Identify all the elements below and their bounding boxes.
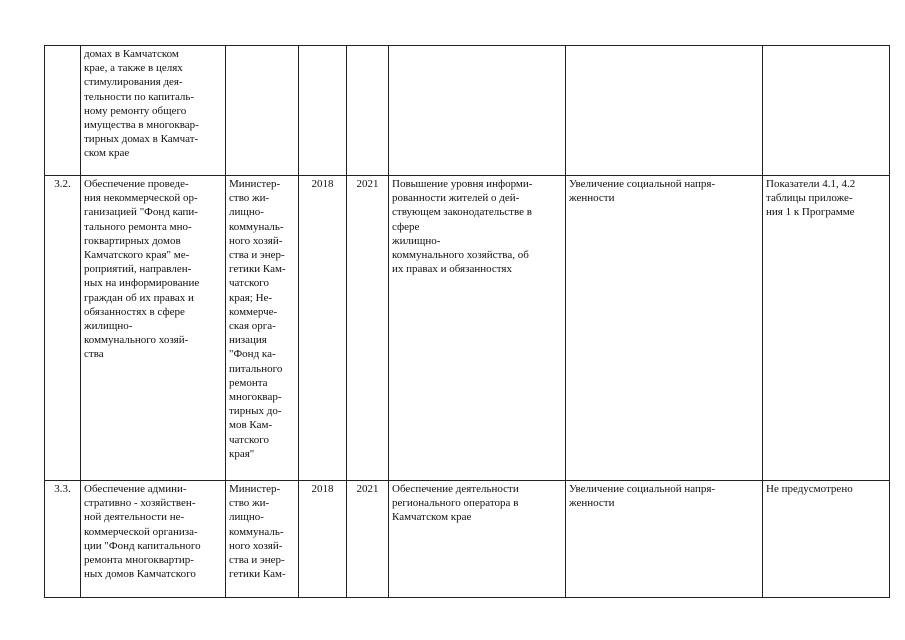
executor-cell xyxy=(226,46,299,176)
measure-cell xyxy=(81,481,226,598)
measure-text: домах в Камчатском крае, а также в целях стимулирования дея- тельности по капиталь- ному ремонту общего имущества в многоквар- тирных домах в Камчат- ском крае xyxy=(84,48,199,160)
indicator-link-text: Не предусмотрено xyxy=(766,483,853,495)
end-year-cell xyxy=(347,46,389,176)
indicator-link-cell xyxy=(763,176,890,481)
end-year-cell xyxy=(347,176,389,481)
row-number-cell xyxy=(45,176,81,481)
row-number: 3.2. xyxy=(54,178,71,190)
executor-text: Министер- ство жи- лищно- коммуналь- ного хозяй- ства и энер- гетики Кам- xyxy=(229,483,286,581)
expected-result-cell xyxy=(389,176,566,481)
measure-text: Обеспечение админи- стративно - хозяйствен- ной деятельности не- коммерческой организа- ции "Фонд капитального ремонта многоквартир- ных домов Камчатского xyxy=(84,483,201,581)
measure-cell xyxy=(81,46,226,176)
row-number-cell xyxy=(45,46,81,176)
consequence-cell xyxy=(566,176,763,481)
start-year-cell xyxy=(299,176,347,481)
start-year: 2018 xyxy=(311,178,334,190)
table-row xyxy=(45,46,890,176)
measure-text: Обеспечение проведе- ния некоммерческой ор- ганизацией "Фонд капи- тального ремонта мно- гоквартирных домов Камчатского края" ме- роприятий, направлен- ных на информирование граждан об их правах и обязанностях в сфере жилищно- коммунального хозяй- ства xyxy=(84,178,200,361)
end-year: 2021 xyxy=(356,483,379,495)
expected-result-text: Повышение уровня информи- рованности жителей о дей- ствующем законодательстве в сфере жилищно- коммунального хозяйства, об их правах и обязанностях xyxy=(392,178,533,276)
expected-result-text: Обеспечение деятельности регионального оператора в Камчатском крае xyxy=(392,483,519,524)
row-number: 3.3. xyxy=(54,483,71,495)
executor-cell xyxy=(226,481,299,598)
indicator-link-cell xyxy=(763,46,890,176)
expected-result-cell xyxy=(389,46,566,176)
start-year-cell xyxy=(299,481,347,598)
table-row xyxy=(45,176,890,481)
start-year: 2018 xyxy=(311,483,334,495)
consequence-text: Увеличение социальной напря- женности xyxy=(569,178,716,205)
executor-text: Министер- ство жи- лищно- коммуналь- ного хозяй- ства и энер- гетики Кам- чатского края; Не- коммерче- ская орга- низация "Фонд ка- питального ремонта многоквар- тирных до- мов Кам- чатского края" xyxy=(229,178,286,460)
indicator-link-cell xyxy=(763,481,890,598)
program-measures-table xyxy=(44,45,890,598)
end-year: 2021 xyxy=(356,178,379,190)
expected-result-cell xyxy=(389,481,566,598)
measure-cell xyxy=(81,176,226,481)
end-year-cell xyxy=(347,481,389,598)
consequence-text: Увеличение социальной напря- женности xyxy=(569,483,716,510)
consequence-cell xyxy=(566,481,763,598)
indicator-link-text: Показатели 4.1, 4.2 таблицы приложе- ния 1 к Программе xyxy=(766,178,856,219)
row-number-cell xyxy=(45,481,81,598)
consequence-cell xyxy=(566,46,763,176)
table-row xyxy=(45,481,890,598)
executor-cell xyxy=(226,176,299,481)
start-year-cell xyxy=(299,46,347,176)
